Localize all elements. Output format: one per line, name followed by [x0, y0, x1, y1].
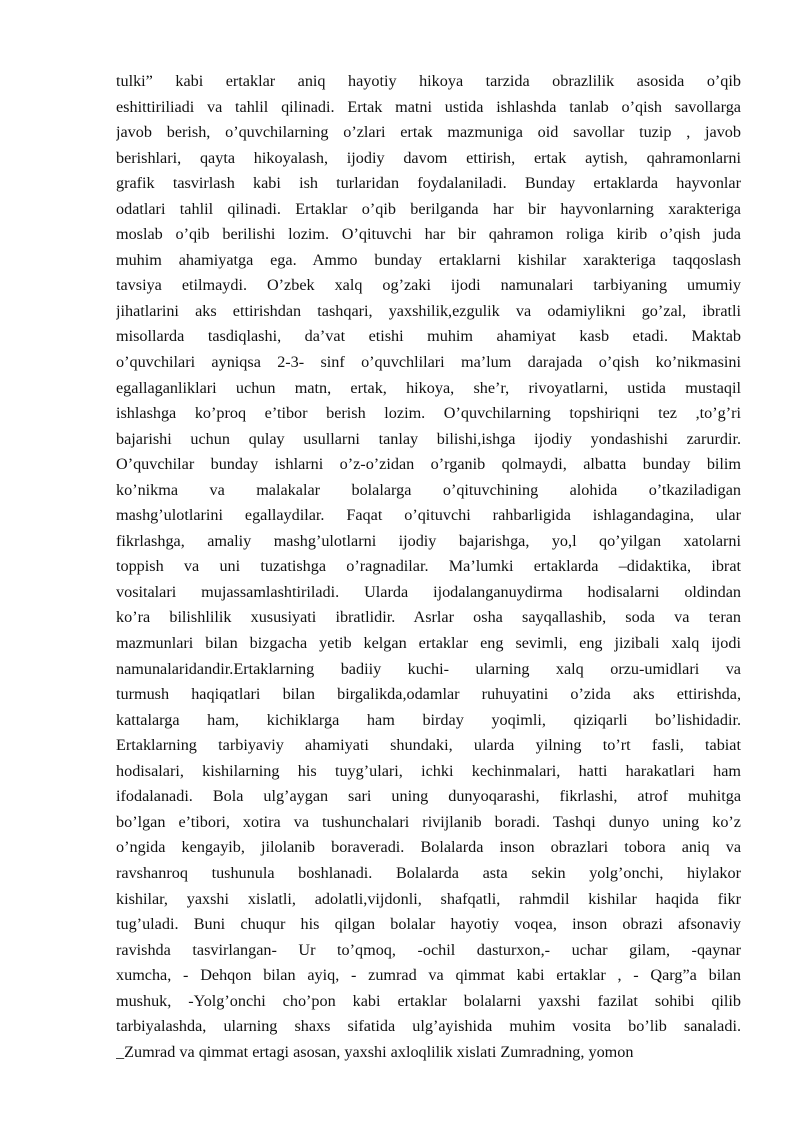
text-line: turmush haqiqatlari bilan birgalikda,odamlar ruhuyatini o’zida aks ettirishda,: [116, 685, 741, 704]
text-line: ravshanroq tushunula boshlanadi. Bolalarda asta sekin yolg’onchi, hiylakor: [116, 863, 741, 882]
text-line: muhim ahamiyatga ega. Ammo bunday ertaklarni kishilar xarakteriga taqqoslash: [116, 250, 741, 269]
text-line: tavsiya etilmaydi. O’zbek xalq og’zaki ijodi namunalari tarbiyaning umumiy: [116, 276, 741, 295]
text-line: javob berish, o’quvchilarning o’zlari ertak mazmuniga oid savollar tuzip , javob: [116, 123, 741, 142]
text-line: odatlari tahlil qilinadi. Ertaklar o’qib berilganda har bir hayvonlarning xarakteriga: [116, 199, 741, 218]
text-line: mazmunlari bilan bizgacha yetib kelgan ertaklar eng sevimli, eng jizibali xalq ijodi: [116, 634, 741, 653]
text-line: bo’lgan e’tibori, xotira va tushunchalari rivijlanib boradi. Tashqi dunyo uning ko’z: [116, 812, 741, 831]
text-line: tulki” kabi ertaklar aniq hayotiy hikoya tarzida obrazlilik asosida o’qib: [116, 72, 741, 90]
text-line: jihatlarini aks ettirishdan tashqari, yaxshilik,ezgulik va odamiylikni go’zal, ibratli: [116, 301, 741, 320]
text-line: vositalari mujassamlashtiriladi. Ularda ijodalanganuydirma hodisalarni oldindan: [116, 582, 741, 601]
text-line: toppish va uni tuzatishga o’ragnadilar. Ma’lumki ertaklarda –didaktika, ibrat: [116, 557, 741, 576]
text-line: O’quvchilar bunday ishlarni o’z-o’zidan o’rganib qolmaydi, albatta bunday bilim: [116, 455, 741, 474]
text-line: eshittiriliadi va tahlil qilinadi. Ertak matni ustida ishlashda tanlab o’qish savollarga: [116, 97, 741, 116]
text-line: ishlashga ko’proq e’tibor berish lozim. O’quvchilarning topshiriqni tez ,to’g’ri: [116, 404, 741, 423]
text-line: tarbiyalashda, ularning shaxs sifatida ulg’ayishida muhim vosita bo’lib sanaladi.: [116, 1017, 741, 1036]
text-line: egallaganliklari uchun matn, ertak, hikoya, she’r, rivoyatlarni, ustida mustaqil: [116, 378, 741, 397]
text-line: ravishda tasvirlangan- Ur to’qmoq, -ochil dasturxon,- uchar gilam, -qaynar: [116, 940, 741, 959]
text-line: kattalarga ham, kichiklarga ham birday yoqimli, qiziqarli bo’lishidadir.: [116, 710, 741, 729]
text-line: Ertaklarning tarbiyaviy ahamiyati shundaki, ularda yilning to’rt fasli, tabiat: [116, 736, 741, 755]
text-line: kishilar, yaxshi xislatli, adolatli,vijdonli, shafqatli, rahmdil kishilar haqida fikr: [116, 889, 741, 908]
text-line: misollarda tasdiqlashi, da’vat etishi muhim ahamiyat kasb etadi. Maktab: [116, 327, 741, 346]
document-page: [116, 69, 741, 1065]
text-line: tug’uladi. Buni chuqur his qilgan bolalar hayotiy voqea, inson obrazi afsonaviy: [116, 915, 741, 934]
text-line: o’ngida kengayib, jilolanib boraveradi. Bolalarda inson obrazlari tobora aniq va: [116, 838, 741, 857]
text-line: ko’nikma va malakalar bolalarga o’qituvchining alohida o’tkaziladigan: [116, 480, 741, 499]
text-line: ko’ra bilishlilik xususiyati ibratlidir. Asrlar osha sayqallashib, soda va teran: [116, 608, 741, 627]
text-line: hodisalari, kishilarning his tuyg’ulari, ichki kechinmalari, hatti harakatlari ham: [116, 761, 741, 780]
text-line: bajarishi uchun qulay usullarni tanlay bilishi,ishga ijodiy yondashishi zarurdir.: [116, 429, 741, 448]
text-line: _Zumrad va qimmat ertagi asosan, yaxshi axloqlilik xislati Zumradning, yomon: [116, 1042, 634, 1061]
text-line: berishlari, qayta hikoyalash, ijodiy davom ettirish, ertak aytish, qahramonlarni: [116, 148, 741, 167]
text-line: mashg’ulotlarini egallaydilar. Faqat o’qituvchi rahbarligida ishlagandagina, ular: [116, 506, 741, 525]
text-line: ifodalanadi. Bola ulg’aygan sari uning dunyoqarashi, fikrlashi, atrof muhitga: [116, 787, 741, 806]
text-line: grafik tasvirlash kabi ish turlaridan foydalaniladi. Bunday ertaklarda hayvonlar: [116, 174, 741, 193]
text-line: xumcha, - Dehqon bilan ayiq, - zumrad va qimmat kabi ertaklar , - Qarg”a bilan: [116, 966, 741, 985]
text-line: namunalaridandir.Ertaklarning badiiy kuchi- ularning xalq orzu-umidlari va: [116, 659, 741, 678]
text-line: o’quvchilari ayniqsa 2-3- sinf o’quvchlilari ma’lum darajada o’qish ko’nikmasini: [116, 353, 741, 372]
text-line: fikrlashga, amaliy mashg’ulotlarni ijodiy bajarishga, yo,l qo’yilgan xatolarni: [116, 531, 741, 550]
text-line: moslab o’qib berilishi lozim. O’qituvchi har bir qahramon roliga kirib o’qish juda: [116, 225, 741, 244]
text-line: mushuk, -Yolg’onchi cho’pon kabi ertaklar bolalarni yaxshi fazilat sohibi qilib: [116, 991, 741, 1010]
